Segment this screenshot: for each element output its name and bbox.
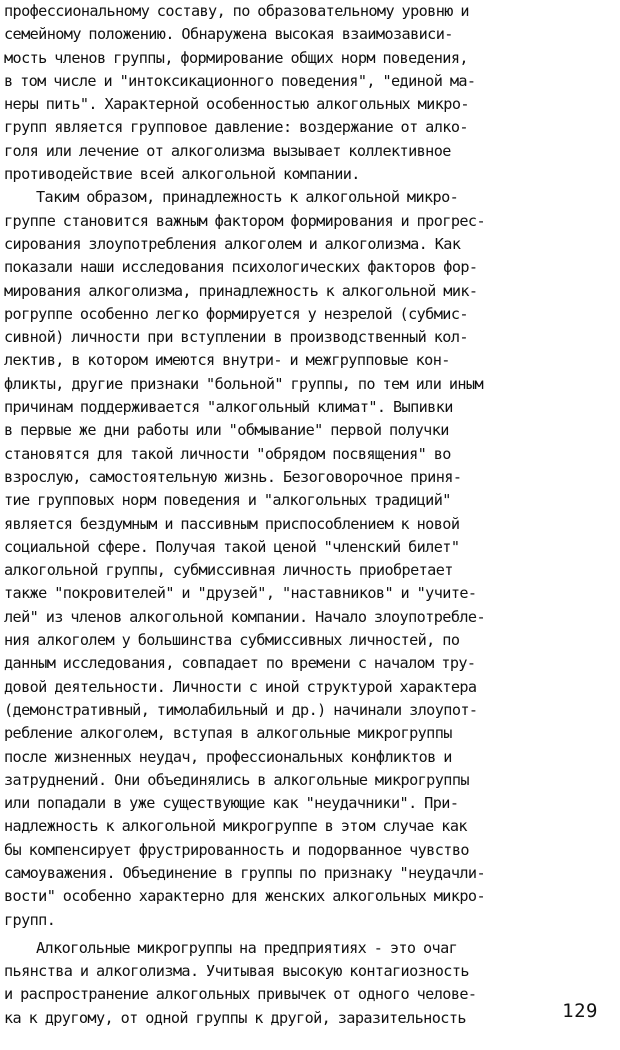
text-line: затруднений. Они объединялись в алкогольные микрогруппы [4,770,469,789]
text-line: вости" особенно характерно для женских алкогольных микро- [4,887,485,906]
text-line: рогруппе особенно легко формируется у незрелой (субмис- [4,304,468,323]
text-line: лектив, в котором имеются внутри- и межгрупповые кон- [4,351,450,370]
text-line: группе становится важным фактором формирования и прогрес- [4,211,485,230]
text-line: также "покровителей" и "друзей", "наставников" и "учите- [4,584,477,603]
text-line: показали наши исследования психологических факторов фор- [4,258,478,277]
text-line: групп. [4,910,56,929]
text-line: данным исследования, совпадает по времени с началом тру- [4,654,476,673]
text-line: взрослую, самостоятельную жизнь. Безоговорочное приня- [4,467,462,486]
text-line: мирования алкоголизма, принадлежность к алкогольной мик- [4,281,478,300]
text-line: сирования злоупотребления алкоголем и алкоголизма. Как [4,234,461,253]
paragraph-2 [4,186,616,932]
text-line: фликты, другие признаки "больной" группы, по тем или иным [4,374,483,393]
text-line: после жизненных неудач, профессиональных конфликтов и [4,747,452,766]
text-line: противодействие всей алкогольной компании. [4,165,360,184]
text-line: пьянства и алкоголизма. Учитывая высокую контагиозность [4,962,469,981]
text-line: бы компенсирует фрустрированность и подорванное чувство [4,840,469,859]
body-text [4,0,616,1030]
text-line: или попадали в уже существующие как "неудачники". При- [4,794,459,813]
text-line: и распространение алкогольных привычек от одного челове- [4,985,477,1004]
text-line: в первые же дни работы или "обмывание" первой получки [4,421,449,440]
text-line: Алкогольные микрогруппы на предприятиях - это очаг [36,938,458,957]
text-line: мость членов группы, формирование общих норм поведения, [4,48,468,67]
text-line: в том числе и "интоксикационного поведения", "единой ма- [4,71,476,90]
text-line: ребление алкоголем, вступая в алкогольные микрогруппы [4,724,452,743]
text-line: лей" из членов алкогольной компании. Начало злоупотребле- [4,607,485,626]
text-line: довой деятельности. Личности с иной структурой характера [4,677,477,696]
text-line: семейному положению. Обнаружена высокая взаимозависи- [4,25,453,44]
text-line: групп является групповое давление: воздержание от алко- [4,118,468,137]
text-line: причинам поддерживается "алкогольный климат". Выпивки [4,398,453,417]
text-line: является бездумным и пассивным приспособлением к новой [4,514,460,533]
text-line: ния алкоголем у большинства субмиссивных личностей, по [4,631,460,650]
text-line: ка к другому, от одной группы к другой, заразительность [4,1008,466,1027]
text-line: надлежность к алкогольной микрогруппе в этом случае как [4,817,467,836]
text-line: (демонстративный, тимолабильный и др.) начинали злоупот- [4,700,478,719]
paragraph-1 [4,0,616,186]
page-number: 129 [562,1000,598,1022]
text-line: голя или лечение от алкоголизма вызывает коллективное [4,141,451,160]
text-line: социальной сфере. Получая такой ценой "членский билет" [4,537,460,556]
text-line: тие групповых норм поведения и "алкогольных традиций" [4,491,451,510]
text-line: сивной) личности при вступлении в производственный кол- [4,328,468,347]
text-line: профессиональному составу, по образовательному уровню и [4,2,469,20]
text-line: Таким образом, принадлежность к алкогольной микро- [36,188,459,207]
text-line: становятся для такой личности "обрядом посвящения" во [4,444,451,463]
text-line: алкогольной группы, субмиссивная личность приобретает [4,561,453,580]
text-line: самоуважения. Объединение в группы по признаку "неудачли- [4,863,485,882]
paragraph-3 [4,937,616,1030]
text-line: неры пить". Характерной особенностью алкогольных микро- [4,95,469,114]
